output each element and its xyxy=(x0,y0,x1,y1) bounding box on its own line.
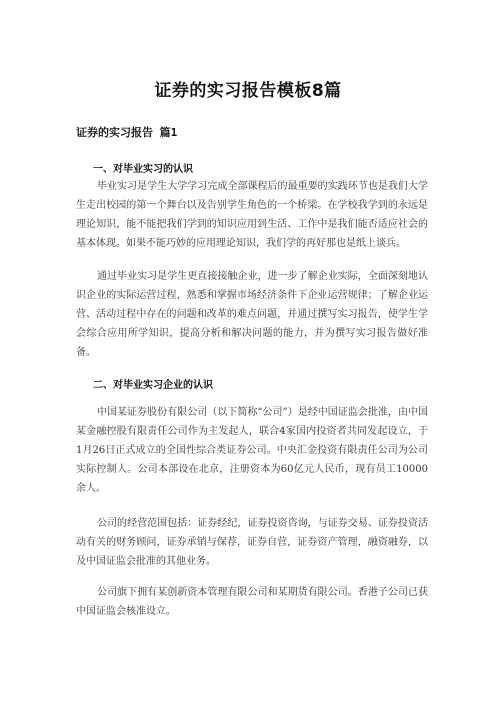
paragraph-company-profile: 中国某证券股份有限公司（以下简称“公司”）是经中国证监会批准，由中国某金融控股有限责任公司作为主发起人，联合4家国内投资者共同发起设立，于1月26日正式成立的全国性综合类证券公司。中央汇金投资有限责任公司为公司实际控制人。公司本部设在北京，注册资本为60亿元人民币，现有员工10000余人。 xyxy=(76,407,428,494)
paragraph-subsidiaries: 公司旗下拥有某创新资本管理有限公司和某期货有限公司。香港子公司已获中国证监会核准设立。 xyxy=(76,587,428,617)
section-heading-company-understanding: 二、对毕业实习企业的认识 xyxy=(93,380,213,391)
document-title: 证券的实习报告模板8篇 xyxy=(154,81,342,101)
paragraph-internship-importance: 毕业实习是学生大学学习完成全部课程后的最重要的实践环节也是我们大学生走出校园的第一个舞台以及告别学生角色的一个桥梁。在学校我学到的永远是理论知识，能不能把我们学到的知识应用到生活、工作中是我们能否适应社会的基本体现。如果不能巧妙的应用理论知识，我们学的再好那也是纸上谈兵。 xyxy=(76,181,428,249)
paragraph-business-scope: 公司的经营范围包括：证券经纪，证券投资咨询，与证券交易、证券投资活动有关的财务顾问，证券承销与保荐，证券自营，证券资产管理，融资融券，以及中国证监会批准的其他业务。 xyxy=(76,518,428,567)
paragraph-internship-purpose: 通过毕业实习是学生更直接接触企业，进一步了解企业实际，全面深刻地认识企业的实际运营过程，熟悉和掌握市场经济条件下企业运营规律；了解企业运营、活动过程中存在的问题和改革的难点问题，并通过撰写实习报告，使学生学会综合应用所学知识，提高分析和解决问题的能力，并为撰写实习报告做好准备。 xyxy=(76,271,428,358)
report-subtitle: 证券的实习报告 篇1 xyxy=(76,126,178,139)
section-heading-internship-understanding: 一、对毕业实习的认识 xyxy=(93,164,193,175)
